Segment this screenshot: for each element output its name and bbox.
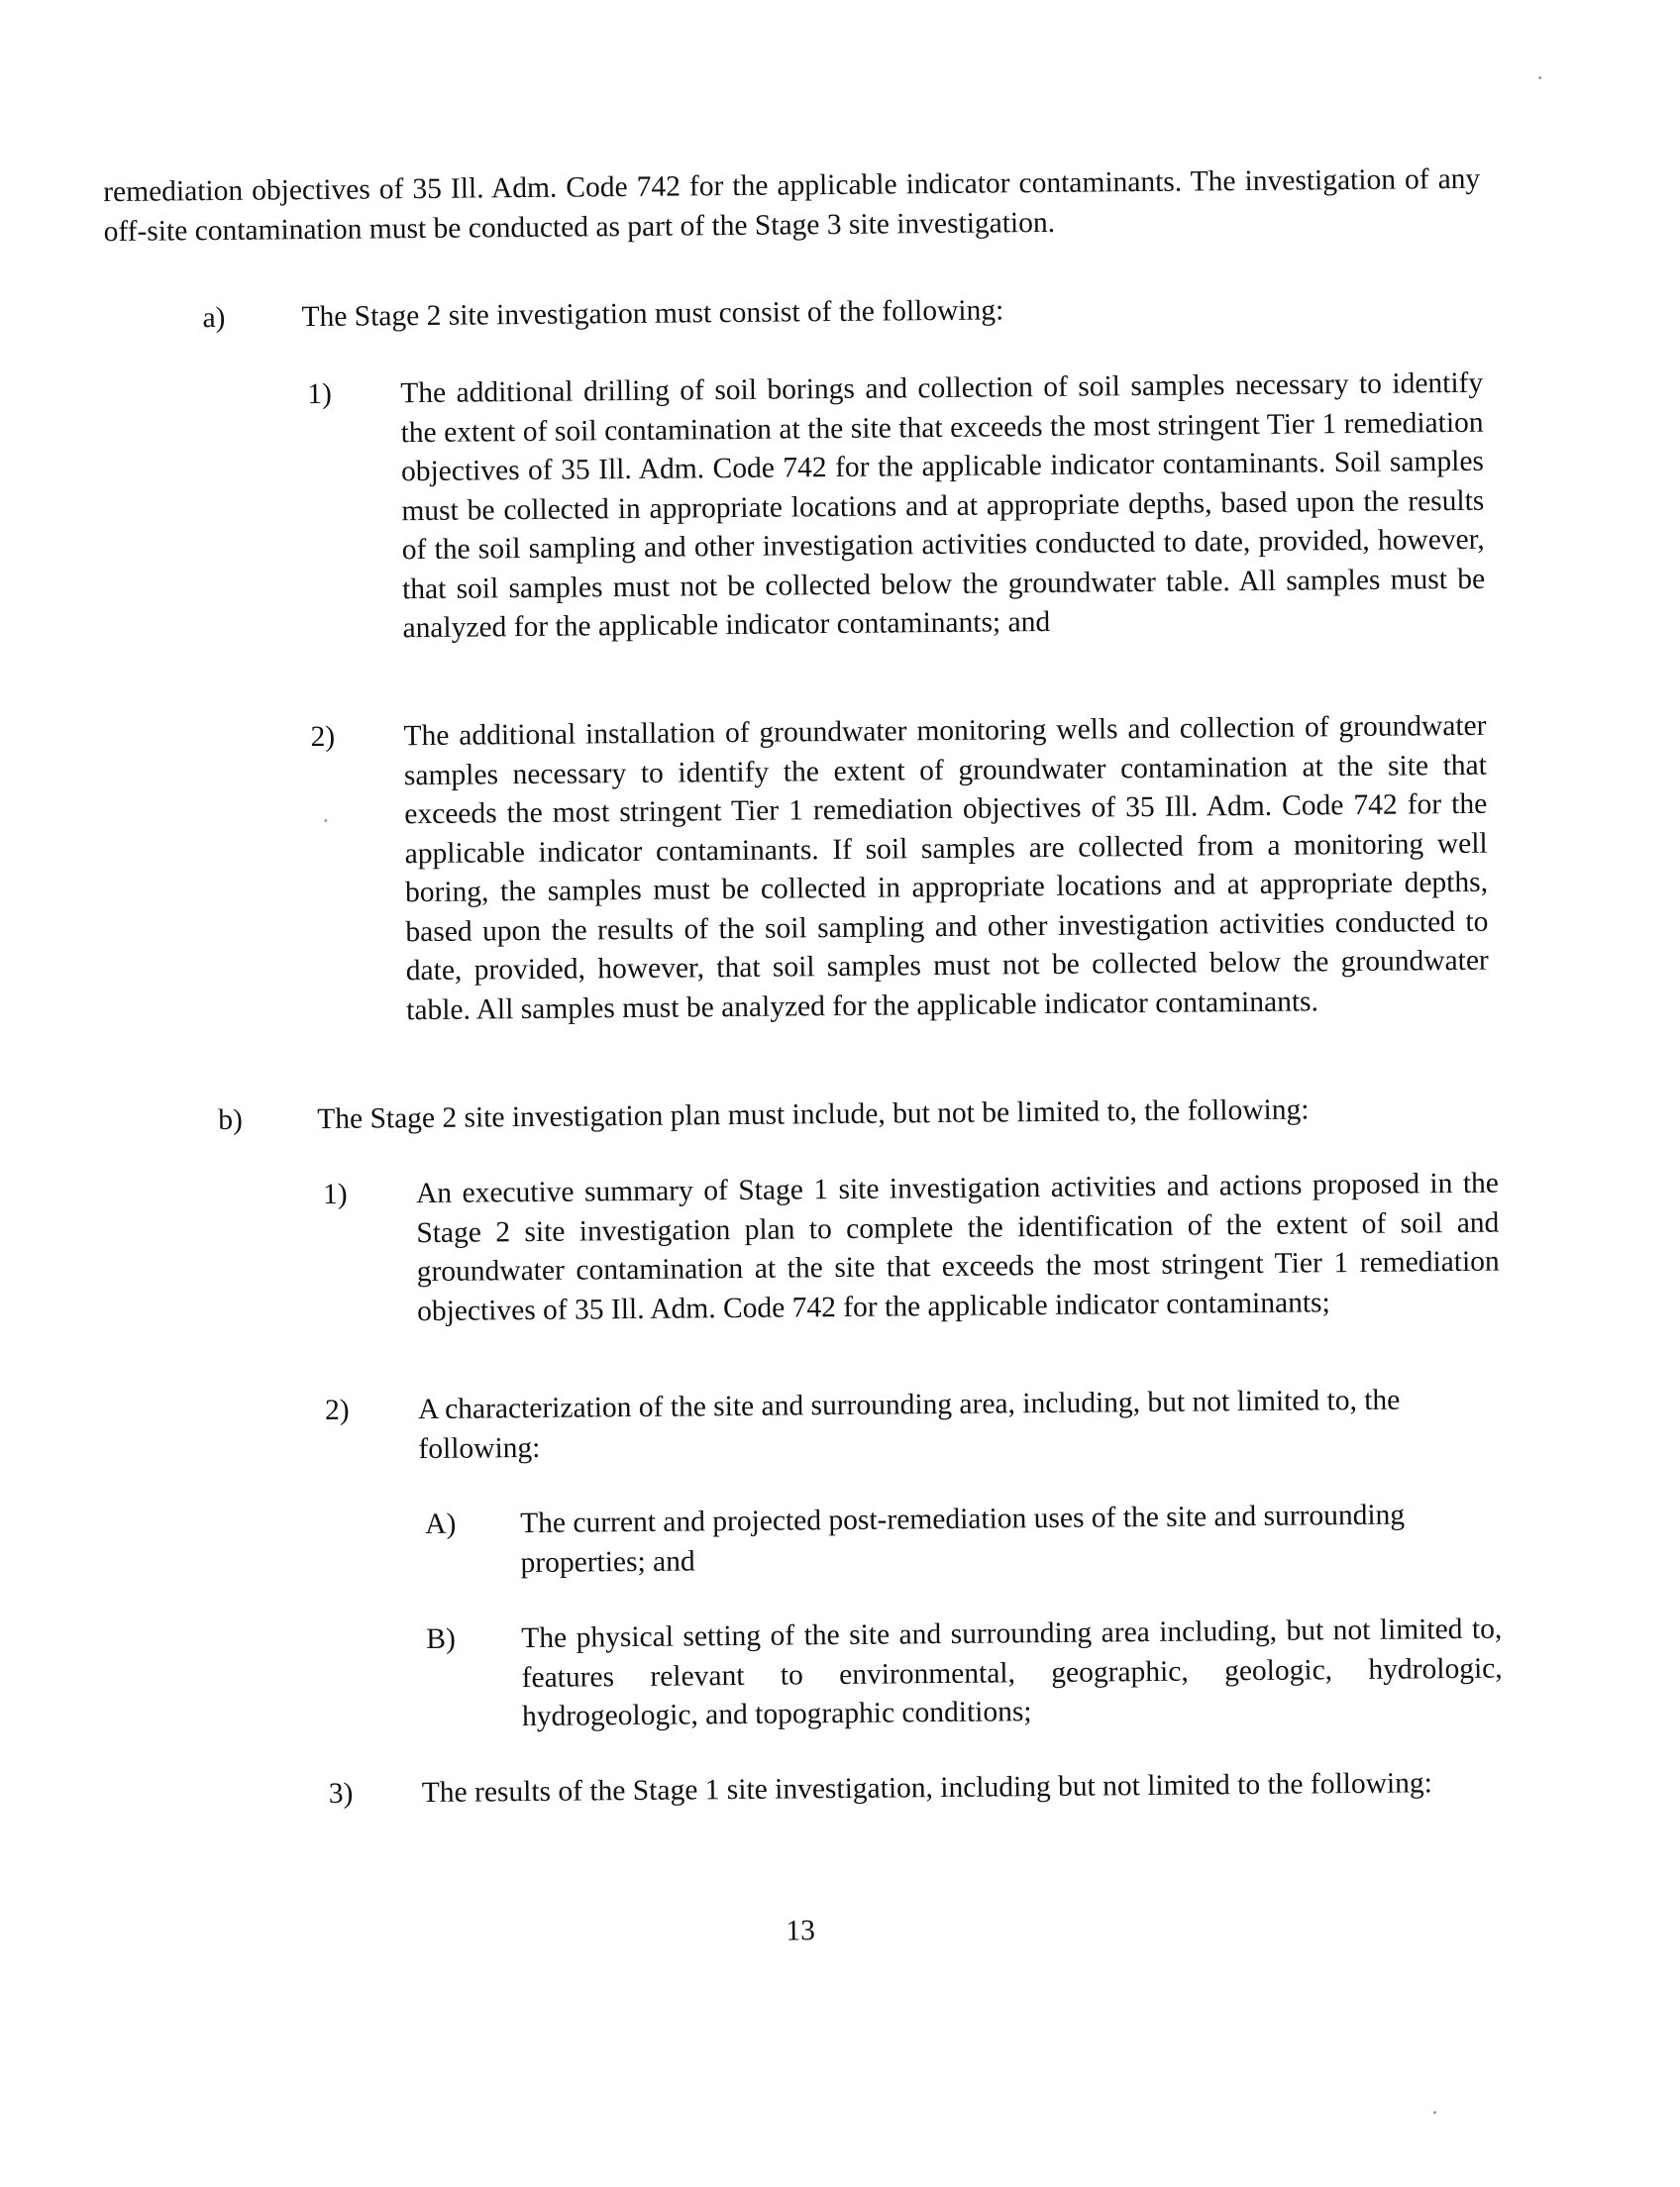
section-b-item-3-marker: 3) bbox=[328, 1777, 354, 1810]
intro-paragraph: remediation objectives of 35 Ill. Adm. Code 742 for the applicable indicator contaminants. The investigation of any off-site contamination must be conducted as part of the Stage 3 site investigation. bbox=[103, 162, 1481, 248]
section-a-item-2-marker: 2) bbox=[310, 720, 336, 754]
section-b-item-3-text: The results of the Stage 1 site investigation, including but not limited to the following: bbox=[421, 1767, 1432, 1810]
section-b-item-1-text: An executive summary of Stage 1 site investigation activities and actions proposed in the Stage 2 site investigation plan to complete the identification of the extent of soil and groundwater contamination at the site that exceeds the most stringent Tier 1 remediation objectives of 35 Ill. Adm. Code 742 for the applicable indicator contaminants; bbox=[415, 1167, 1500, 1327]
section-a-marker: a) bbox=[202, 301, 226, 335]
section-b-item-2-sub-a-text: The current and projected post-remediation uses of the site and surrounding properties; and bbox=[520, 1499, 1406, 1579]
scan-speck bbox=[324, 819, 327, 822]
section-b-item-2-sub-b-marker: B) bbox=[426, 1622, 456, 1656]
section-b-marker: b) bbox=[218, 1103, 243, 1137]
scan-speck bbox=[1433, 2111, 1436, 2114]
section-a-item-2-text: The additional installation of groundwater monitoring wells and collection of groundwater samples necessary to identify the extent of groundwater contamination at the site that exceeds the most stringent Tier 1 remediation objectives of 35 Ill. Adm. Code 742 for the applicable indicator contaminants. If soil samples are collected from a monitoring well boring, the samples must be collected in appropriate locations and at appropriate depths, based upon the results of the soil sampling and other investigation activities conducted to date, provided, however, that soil samples must not be collected below the groundwater table. All samples must be analyzed for the applicable indicator contaminants. bbox=[403, 709, 1489, 1026]
page-number: 13 bbox=[786, 1915, 816, 1947]
section-a-text: The Stage 2 site investigation must consist of the following: bbox=[301, 294, 1004, 334]
section-b-item-2-marker: 2) bbox=[324, 1394, 350, 1427]
section-b-item-2-sub-a-marker: A) bbox=[425, 1508, 457, 1541]
scan-speck bbox=[1538, 76, 1541, 79]
section-a-item-1-marker: 1) bbox=[307, 377, 332, 411]
section-b-item-2-sub-b-text: The physical setting of the site and surrounding area including, but not limited to, features relevant to environmental, geographic, geologic, hydrologic, hydrogeologic, and topographic conditions; bbox=[521, 1613, 1503, 1733]
section-b-item-2-text: A characterization of the site and surrounding area, including, but not limited to, the following: bbox=[417, 1384, 1401, 1465]
section-b-item-1-marker: 1) bbox=[322, 1178, 348, 1211]
section-a-item-1-text: The additional drilling of soil borings and collection of soil samples necessary to identify the extent of soil contamination at the site that exceeds the most stringent Tier 1 remediation objectives of 35 Ill. Adm. Code 742 for the applicable indicator contaminants. Soil samples must be collected in appropriate locations and at appropriate depths, based upon the results of the soil sampling and other investigation activities conducted to date, provided, however, that soil samples must not be collected below the groundwater table. All samples must be analyzed for the applicable indicator contaminants; and bbox=[400, 366, 1486, 645]
section-b-text: The Stage 2 site investigation plan must include, but not be limited to, the following: bbox=[317, 1094, 1310, 1136]
